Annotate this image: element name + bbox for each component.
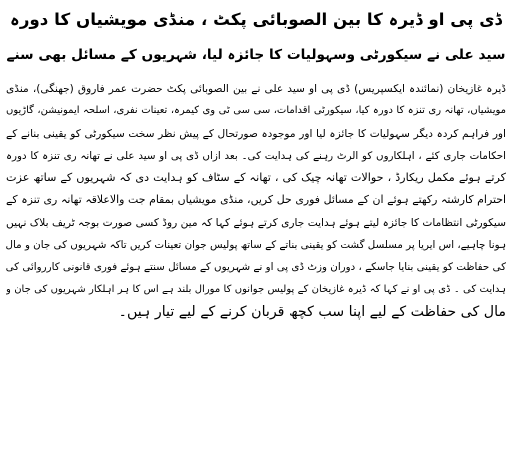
body-line: کرتے ہوئے مکمل ریکارڈ ، حوالات تھانہ چیک کی ، تھانہ کے سٹاف کو ہدایت دی کہ شہریوں کے ساتھ عزت <box>6 171 506 185</box>
article-headline: ڈی پی او ڈیرہ کا بین الصوبائی پکٹ ، منڈی مویشیاں کا دورہ <box>10 9 502 29</box>
body-line: مال کی حفاظت کے لیے اپنا سب کچھ قربان کرنے کے لیے تیار ہیں۔ <box>118 303 506 320</box>
article-body <box>6 78 506 323</box>
body-line: اور فراہم کردہ دیگر سہولیات کا جائزہ لیا اور موجودہ صورتحال کے پیش نظر سخت سیکورٹی کو یقینی بنانے کے <box>6 127 506 140</box>
body-line: کی حفاظت کو یقینی بنایا جاسکے ، دوران وزٹ ڈی پی او نے شہریوں کے مسائل سنتے ہوئے فوری قانونی کارروائی کی <box>6 261 506 274</box>
body-line: سیکورٹی انتظامات کا جائزہ لیتے ہوئے ہدایت جاری کرتے ہوئے کہا کہ مین روڈ کسی صورت بوجہ ٹریف بلاک نہیں <box>6 216 506 229</box>
body-line: ہونا چاہیے، اس ایریا پر مسلسل گشت کو یقینی بناتے کے ساتھ پولیس جوان تعینات کریں تاکہ شہریوں کی جان و مال <box>6 239 506 252</box>
body-line: ڈیرہ غازیخان (نمائندہ ایکسپریس) ڈی پی او سید علی نے بین الصوبائی پکٹ حضرت عمر فاروق (جھنگی)، منڈی <box>6 83 506 95</box>
body-line: احترام کارشتہ رکھتے ہوئے ان کے مسائل فوری حل کریں، منڈی مویشیاں بمقام جت والاعلاقہ تھانہ ری تنزہ کے <box>6 193 506 207</box>
body-line: ہدایت کی ۔ ڈی پی او نے کہا کہ ڈیرہ غازیخان کے پولیس جوانوں کا مورال بلند ہے اس کا ہر اہلکار شہریوں کی جان و <box>6 283 506 295</box>
article-subheadline: سید علی نے سیکورٹی وسہولیات کا جائزہ لیا، شہریوں کے مسائل بھی سنے <box>6 47 506 63</box>
body-line: احکامات جاری کئے ، اہلکاروں کو الرٹ رہنے کی ہدایت کی۔ بعد ازاں ڈی پی او سید علی نے تھانہ ری تنزہ کا دورہ <box>6 149 506 162</box>
body-line: مویشیاں، تھانہ ری تنزہ کا دورہ کیا، سیکورٹی اقدامات، سی سی ٹی وی کیمرہ، تعینات نفری، اسلحہ ایمونیشن، گاڑیوں <box>6 105 506 117</box>
